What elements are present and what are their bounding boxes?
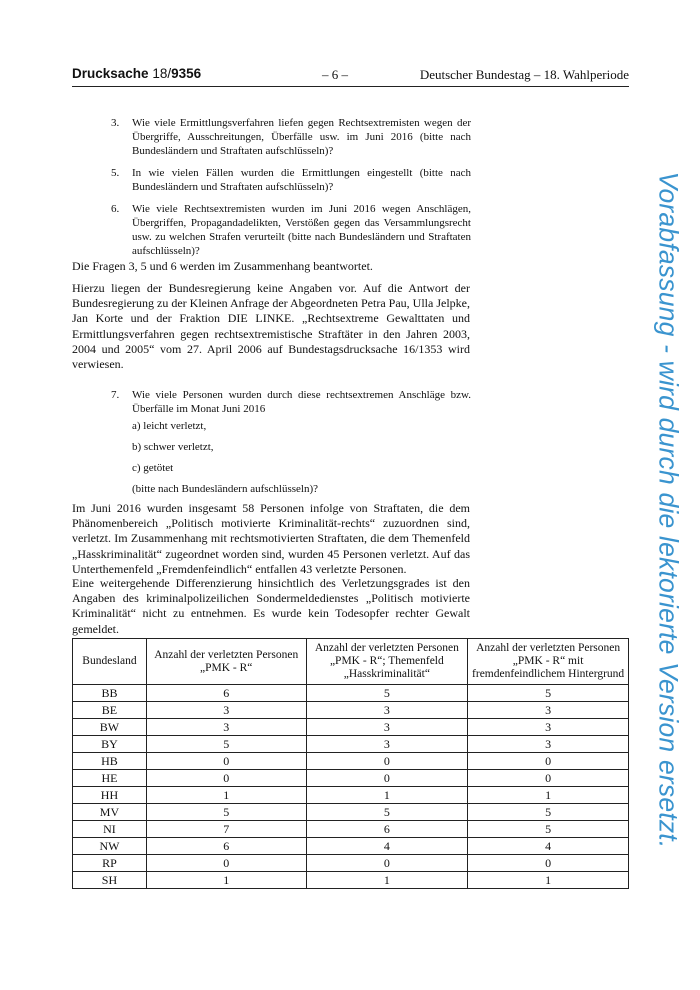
question-7: 7. Wie viele Personen wurden durch diese rechtsextremen Anschläge bzw. Überfälle im Monat Juni 2016 xyxy=(111,389,471,415)
question-3: 3. Wie viele Ermittlungsverfahren liefen gegen Rechtsextremisten wegen der Übergriffe, Ausschreitungen, Überfälle usw. im Juni 2016 (bitte nach Bundesländern und Straftaten aufschlüsseln)? xyxy=(111,117,471,157)
header-pmk-r: Anzahl der verletzten Personen „PMK - R“ xyxy=(146,639,306,685)
answer-7-paragraph-2: Eine weitergehende Differenzierung hinsichtlich des Verletzungsgrades ist den Angaben des kriminalpolizeilichen Sondermeldedienstes „Politisch motivierte Kriminalität“ nicht zu entnehmen. Es wurde kein Todesopfer rechter Gewalt gemeldet. xyxy=(72,576,470,636)
draft-watermark: Vorabfassung - wird durch die lektorierte Version ersetzt. xyxy=(653,171,684,849)
answer-intro: Die Fragen 3, 5 und 6 werden im Zusammenhang beantwortet. xyxy=(72,259,373,273)
table-row: HB 0 0 0 xyxy=(73,753,629,770)
publisher: Deutscher Bundestag – 18. Wahlperiode xyxy=(419,67,629,82)
page-header xyxy=(72,66,629,87)
header-bundesland: Bundesland xyxy=(73,639,147,685)
table-row: NI 7 6 5 xyxy=(73,821,629,838)
question-7-item-b: b) schwer verletzt, xyxy=(132,441,214,453)
table-row: BE 3 3 3 xyxy=(73,702,629,719)
question-6: 6. Wie viele Rechtsextremisten wurden im Juni 2016 wegen Anschlägen, Übergriffen, Propagandadelikten, Verstößen gegen das Versammlungsrecht usw. zu welchen Strafen verurteilt (bitte nach Bundesländern und Straftaten aufschlüsseln)? xyxy=(111,203,471,257)
question-7-item-c: c) getötet xyxy=(132,462,174,474)
header-fremdenfeindlich: Anzahl der verletzten Personen „PMK - R“ mit fremdenfeindlichem Hintergrund xyxy=(468,639,629,685)
injured-persons-table xyxy=(72,638,629,889)
table-row: MV 5 5 5 xyxy=(73,804,629,821)
table-row: BW 3 3 3 xyxy=(73,719,629,736)
table-row: SH 1 1 1 xyxy=(73,872,629,889)
table-row: BB 6 5 5 xyxy=(73,685,629,702)
question-5: 5. In wie vielen Fällen wurden die Ermittlungen eingestellt (bitte nach Bundesländern und Straftaten aufschlüsseln)? xyxy=(111,167,471,193)
table-row: HE 0 0 0 xyxy=(73,770,629,787)
answer-body: Hierzu liegen der Bundesregierung keine Angaben vor. Auf die Antwort der Bundesregierung zu der Kleinen Anfrage der Abgeordneten Petra Pau, Ulla Jelpke, Jan Korte und der Fraktion DIE LINKE. „Rechtsextreme Gewalttaten und Ermittlungsverfahren gegen rechtsextremistische Straftäter in den Jahren 2003, 2004 und 2005“ vom 27. April 2006 auf Bundestagsdrucksache 16/1353 wird verwiesen. xyxy=(72,281,470,372)
table-row: HH 1 1 1 xyxy=(73,787,629,804)
table-row: RP 0 0 0 xyxy=(73,855,629,872)
table-header-row xyxy=(73,639,629,685)
page-number: – 6 – xyxy=(322,67,348,82)
header-hasskriminalitaet: Anzahl der verletzten Personen „PMK - R“; Themenfeld „Hasskriminalität“ xyxy=(306,639,468,685)
document-number: Drucksache 18/9356 xyxy=(72,66,202,81)
table-row: NW 6 4 4 xyxy=(73,838,629,855)
table-row: BY 5 3 3 xyxy=(73,736,629,753)
question-7-note: (bitte nach Bundesländern aufschlüsseln)? xyxy=(132,483,319,495)
question-7-item-a: a) leicht verletzt, xyxy=(132,420,207,432)
answer-7-paragraph-1: Im Juni 2016 wurden insgesamt 58 Personen infolge von Straftaten, die dem Phänomenbereich „Politisch motivierte Kriminalität-rechts“ zuzuordnen sind, verletzt. Im Zusammenhang mit rechtsmotivierten Straftaten, die dem Themenfeld „Hasskriminalität“ zugeordnet worden sind, wurden 45 Personen verletzt. Auf das Unterthemenfeld „Fremdenfeindlich“ entfallen 43 verletzte Personen. xyxy=(72,501,470,576)
